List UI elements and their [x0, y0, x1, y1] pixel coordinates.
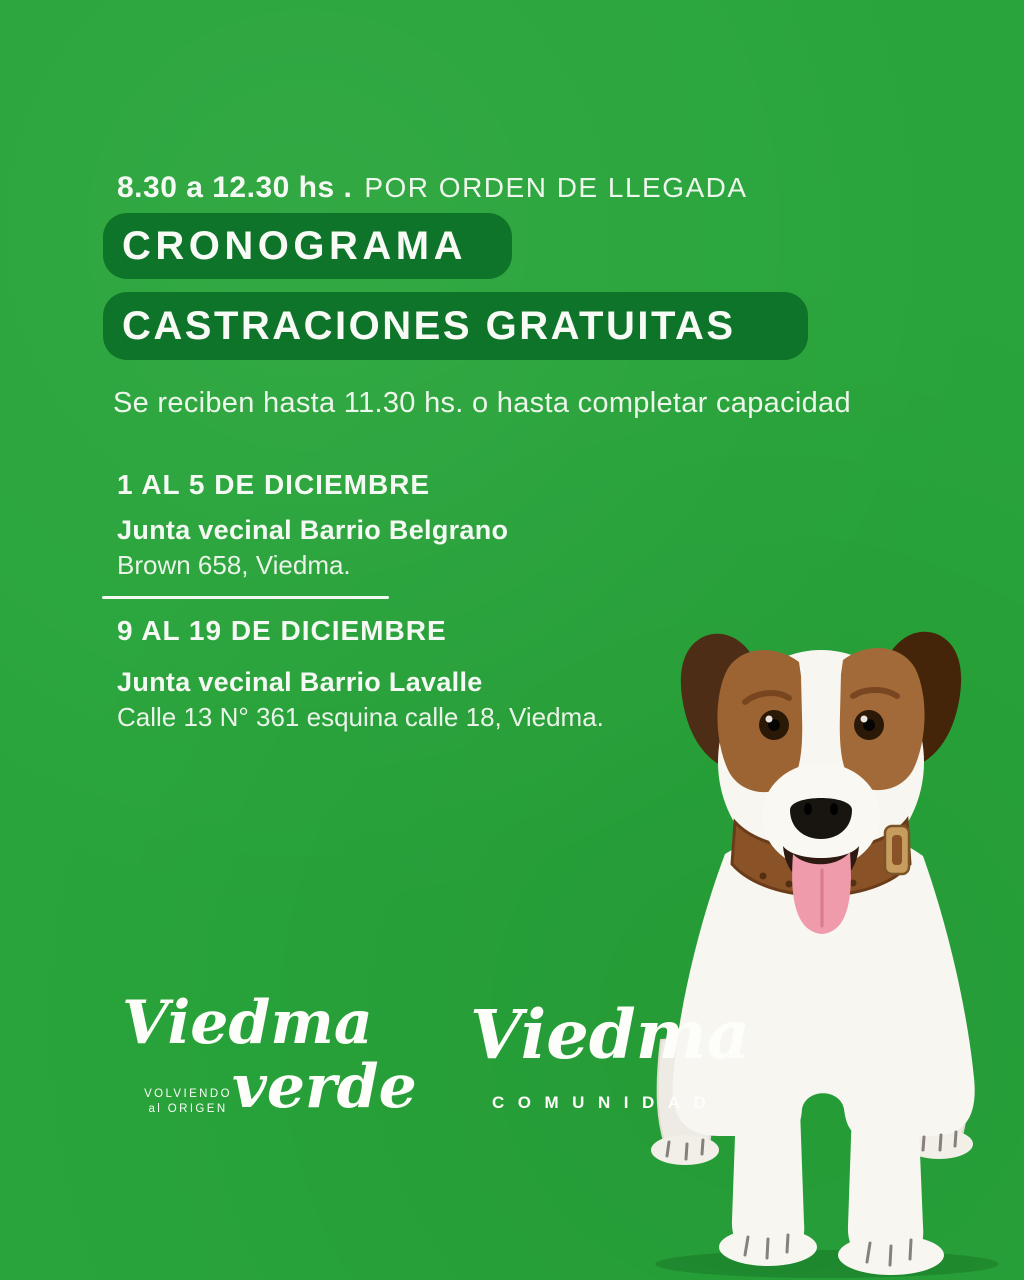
arrival-order-text: POR ORDEN DE LLEGADA — [364, 172, 748, 203]
title-pill-castraciones-label: CASTRACIONES GRATUITAS — [122, 303, 736, 348]
logo-viedma-comunidad — [470, 995, 770, 1131]
schedule-1-address: Brown 658, Viedma. — [117, 550, 351, 580]
title-pill-castraciones — [103, 292, 808, 360]
schedule-2-dates: 9 AL 19 DE DICIEMBRE — [117, 615, 447, 646]
logo-viedma-verde-word1: Viedma — [122, 988, 373, 1058]
time-range-text: 8.30 a 12.30 hs . — [117, 171, 353, 204]
schedule-1-place: Junta vecinal Barrio Belgrano — [117, 515, 509, 545]
logo-viedma-verde — [122, 988, 432, 1153]
schedule-1-dates: 1 AL 5 DE DICIEMBRE — [117, 469, 431, 500]
logo-viedma-comunidad-word: Viedma — [470, 995, 751, 1074]
schedule-2-place: Junta vecinal Barrio Lavalle — [117, 667, 483, 697]
title-pill-cronograma — [103, 213, 512, 279]
schedule-2-address: Calle 13 N° 361 esquina calle 18, Viedma. — [117, 702, 604, 732]
logo-viedma-comunidad-subtitle: COMUNIDAD — [492, 1093, 720, 1112]
title-pill-cronograma-label: CRONOGRAMA — [122, 223, 467, 268]
dog-photo — [645, 622, 1024, 1280]
header-line — [117, 171, 748, 205]
section-divider — [102, 596, 389, 599]
logo-viedma-verde-word2: verde — [232, 1052, 417, 1122]
dog-shadow — [655, 1250, 999, 1278]
capacity-note: Se reciben hasta 11.30 hs. o hasta completar capacidad — [113, 387, 851, 419]
logo-viedma-verde-tagline: VOLVIENDO al ORIGEN — [144, 1088, 232, 1115]
